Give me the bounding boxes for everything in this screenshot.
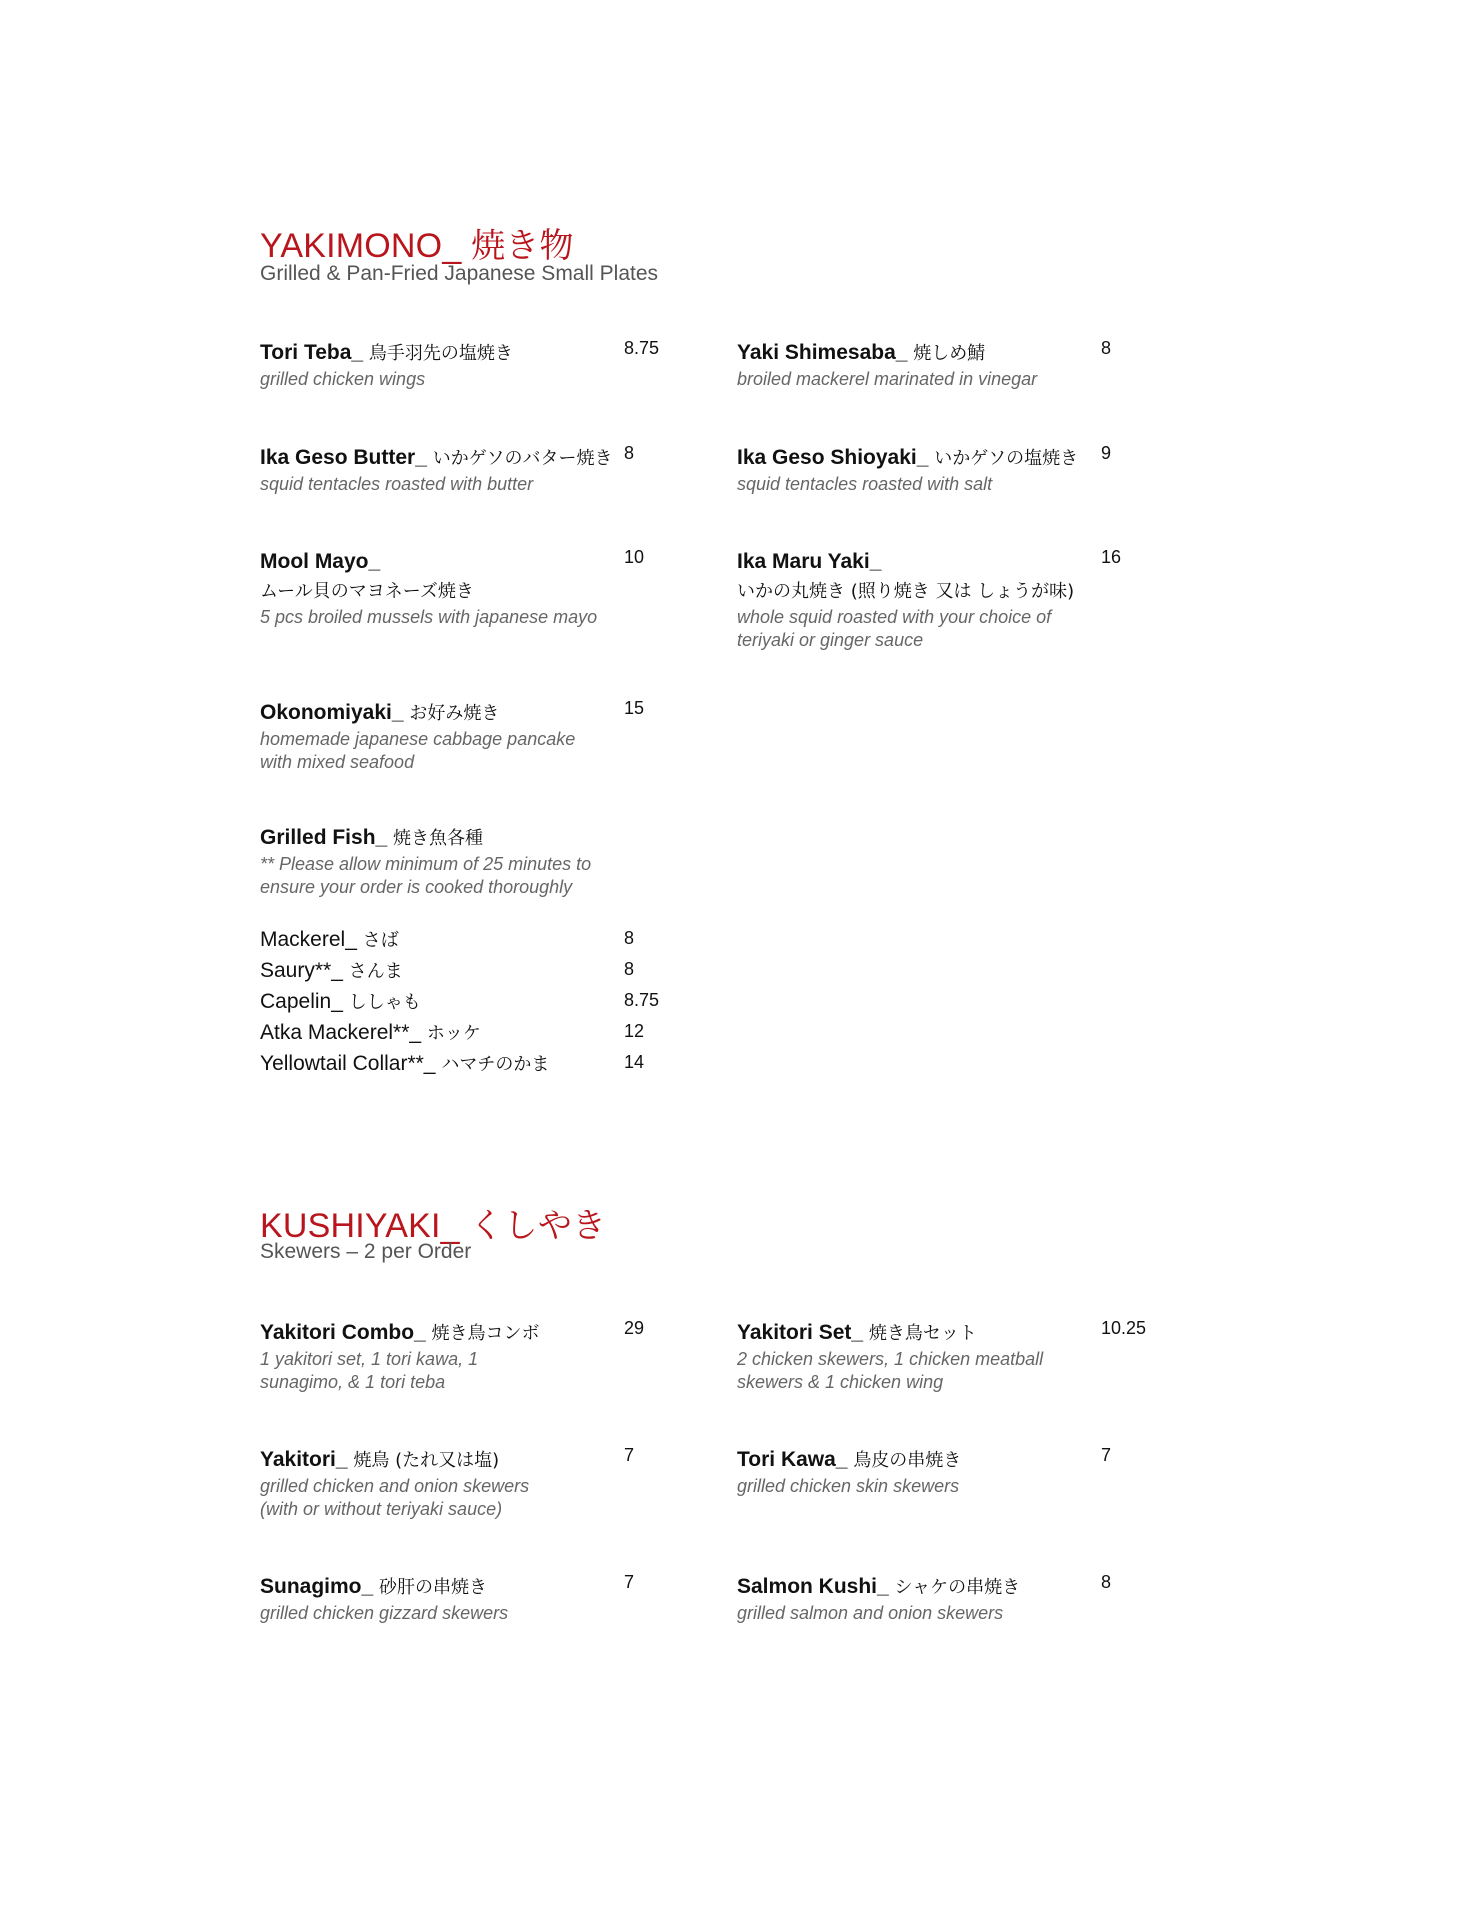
item-price: 10 bbox=[624, 547, 645, 567]
item-jp-name: ムール貝のマヨネーズ焼き bbox=[260, 581, 474, 602]
menu-item-sunagimo bbox=[260, 1572, 630, 1625]
fish-name: Mackerel_ bbox=[260, 928, 363, 951]
item-description: grilled chicken skin skewers bbox=[737, 1476, 960, 1496]
item-description: 1 yakitori set, 1 tori kawa, 1 sunagimo, & 1 tori teba bbox=[260, 1349, 479, 1392]
item-description: grilled salmon and onion skewers bbox=[737, 1603, 1004, 1623]
fish-row-capelin bbox=[260, 988, 421, 1014]
yakimono-title: YAKIMONO_ 焼き物 bbox=[260, 227, 574, 265]
item-name: Grilled Fish_ bbox=[260, 826, 394, 849]
fish-row-yellowtail-collar bbox=[260, 1050, 549, 1076]
fish-name: Atka Mackerel**_ bbox=[260, 1021, 427, 1044]
fish-jp-name: ハマチのかま bbox=[441, 1054, 550, 1075]
menu-item-salmon-kushi bbox=[737, 1572, 1107, 1625]
item-jp-name: お好み焼き bbox=[409, 703, 500, 724]
menu-item-ika-maru-yaki bbox=[737, 547, 1077, 652]
fish-name: Yellowtail Collar**_ bbox=[260, 1052, 442, 1075]
item-price: 7 bbox=[624, 1572, 635, 1592]
item-jp-name: 鳥手羽先の塩焼き bbox=[368, 343, 513, 364]
yakimono-subtitle: Grilled & Pan-Fried Japanese Small Plates bbox=[260, 262, 659, 285]
item-price: 29 bbox=[624, 1318, 645, 1338]
item-jp-name: 鳥皮の串焼き bbox=[853, 1450, 962, 1471]
item-jp-name: 焼鳥 (たれ又は塩) bbox=[353, 1450, 500, 1471]
item-jp-name: シャケの串焼き bbox=[894, 1577, 1021, 1598]
menu-item-yakitori-combo bbox=[260, 1318, 560, 1394]
fish-jp-name: さば bbox=[362, 930, 399, 951]
menu-item-yaki-shimesaba bbox=[737, 338, 1107, 391]
fish-row-saury bbox=[260, 957, 403, 983]
fish-price: 8 bbox=[624, 928, 635, 948]
item-name: Ika Maru Yaki_ bbox=[737, 550, 882, 573]
item-description: grilled chicken gizzard skewers bbox=[260, 1603, 509, 1623]
item-description: squid tentacles roasted with butter bbox=[260, 474, 534, 494]
item-name: Tori Kawa_ bbox=[737, 1448, 854, 1471]
item-price: 7 bbox=[624, 1445, 635, 1465]
item-name: Yakitori Set_ bbox=[737, 1321, 869, 1344]
item-price: 8 bbox=[624, 443, 635, 463]
menu-item-okonomiyaki bbox=[260, 698, 605, 774]
item-description: squid tentacles roasted with salt bbox=[737, 474, 993, 494]
fish-jp-name: さんま bbox=[348, 961, 403, 982]
item-description: broiled mackerel marinated in vinegar bbox=[737, 369, 1038, 389]
item-name: Yakitori Combo_ bbox=[260, 1321, 432, 1344]
item-price: 10.25 bbox=[1101, 1318, 1147, 1338]
kushiyaki-subtitle: Skewers – 2 per Order bbox=[260, 1240, 472, 1263]
menu-item-ika-geso-butter bbox=[260, 443, 630, 496]
fish-jp-name: ししゃも bbox=[348, 992, 421, 1013]
menu-item-grilled-fish bbox=[260, 823, 630, 899]
item-name: Okonomiyaki_ bbox=[260, 701, 410, 724]
item-jp-name: いかゲソのバター焼き bbox=[432, 448, 613, 469]
item-price: 8 bbox=[1101, 1572, 1112, 1592]
item-description: 5 pcs broiled mussels with japanese mayo bbox=[260, 607, 598, 627]
fish-price: 12 bbox=[624, 1021, 645, 1041]
item-name: Ika Geso Butter_ bbox=[260, 446, 433, 469]
fish-price: 14 bbox=[624, 1052, 645, 1072]
fish-row-mackerel bbox=[260, 926, 399, 952]
item-price: 16 bbox=[1101, 547, 1122, 567]
item-name: Ika Geso Shioyaki_ bbox=[737, 446, 935, 469]
item-description: 2 chicken skewers, 1 chicken meatball skewers & 1 chicken wing bbox=[737, 1349, 1044, 1392]
item-price: 15 bbox=[624, 698, 645, 718]
item-name: Sunagimo_ bbox=[260, 1575, 380, 1598]
fish-name: Saury**_ bbox=[260, 959, 349, 982]
item-jp-name: いかゲソの塩焼き bbox=[934, 448, 1079, 469]
kushiyaki-title: KUSHIYAKI_ くしやき bbox=[260, 1207, 607, 1245]
item-price: 9 bbox=[1101, 443, 1112, 463]
fish-name: Capelin_ bbox=[260, 990, 349, 1013]
item-description: homemade japanese cabbage pancake with mixed seafood bbox=[260, 729, 576, 772]
item-jp-name: いかの丸焼き (照り焼き 又は しょうが味) bbox=[737, 581, 1075, 602]
menu-item-yakitori-set bbox=[737, 1318, 1077, 1394]
item-name: Tori Teba_ bbox=[260, 341, 369, 364]
menu-item-mool-mayo bbox=[260, 547, 630, 629]
item-jp-name: 焼しめ鯖 bbox=[913, 343, 986, 364]
fish-price: 8.75 bbox=[624, 990, 660, 1010]
item-name: Yakitori_ bbox=[260, 1448, 354, 1471]
item-price: 8.75 bbox=[624, 338, 660, 358]
item-jp-name: 砂肝の串焼き bbox=[379, 1577, 488, 1598]
item-name: Yaki Shimesaba_ bbox=[737, 341, 914, 364]
fish-jp-name: ホッケ bbox=[426, 1023, 481, 1044]
item-description: grilled chicken wings bbox=[260, 369, 426, 389]
fish-row-atka-mackerel bbox=[260, 1019, 481, 1045]
item-price: 7 bbox=[1101, 1445, 1112, 1465]
menu-item-ika-geso-shioyaki bbox=[737, 443, 1107, 496]
item-price: 8 bbox=[1101, 338, 1112, 358]
menu-item-tori-kawa bbox=[737, 1445, 1107, 1498]
fish-price: 8 bbox=[624, 959, 635, 979]
item-jp-name: 焼き鳥セット bbox=[868, 1323, 977, 1344]
item-description: ** Please allow minimum of 25 minutes to ensure your order is cooked thoroughly bbox=[260, 854, 592, 897]
item-description: grilled chicken and onion skewers (with or without teriyaki sauce) bbox=[260, 1476, 530, 1519]
item-description: whole squid roasted with your choice of teriyaki or ginger sauce bbox=[737, 607, 1052, 650]
menu-item-tori-teba bbox=[260, 338, 630, 391]
item-name: Mool Mayo_ bbox=[260, 550, 381, 573]
item-jp-name: 焼き鳥コンボ bbox=[431, 1323, 540, 1344]
item-jp-name: 焼き魚各種 bbox=[393, 828, 484, 849]
item-name: Salmon Kushi_ bbox=[737, 1575, 895, 1598]
menu-item-yakitori bbox=[260, 1445, 560, 1521]
